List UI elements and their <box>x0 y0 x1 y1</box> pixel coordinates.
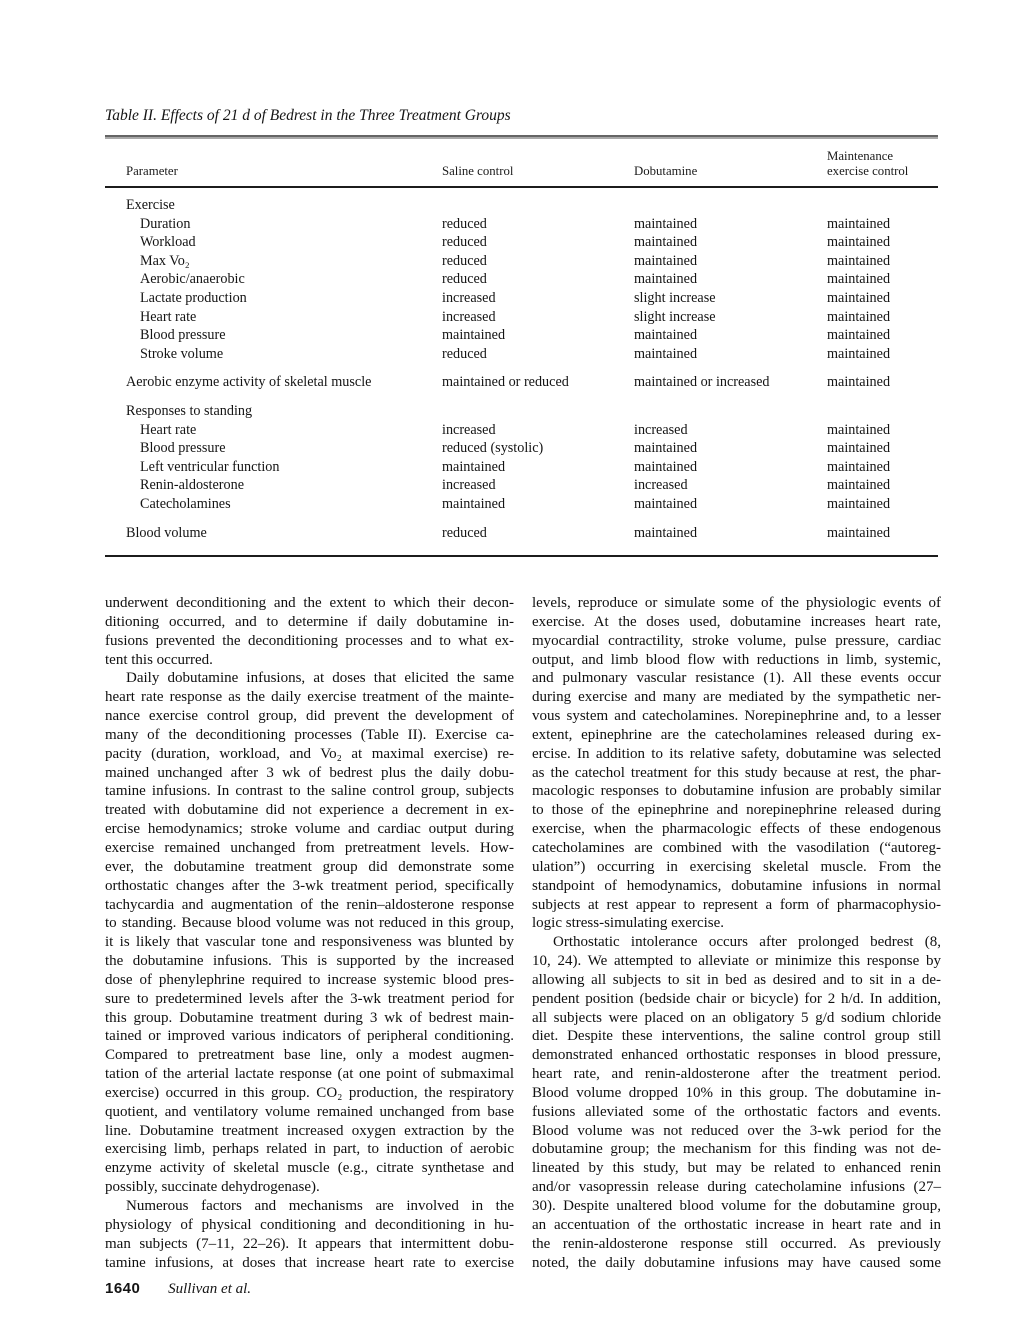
table-row <box>105 476 938 495</box>
text-line: allowing all subjects to sit in bed as desired and to sit in a de- <box>532 971 941 988</box>
text-line: to standing. Because blood volume was not reduced in this group, <box>105 915 514 932</box>
text-line: demonstrated enhanced orthostatic responses in blood pressure, <box>532 1047 941 1064</box>
text-line: ditioning occurred, and to determine if daily dobutamine in- <box>105 613 514 630</box>
table-row <box>105 373 938 392</box>
text-line: noted, the daily dobutamine infusions may have caused some <box>532 1254 941 1271</box>
right-column <box>532 594 941 1272</box>
row-label: Blood pressure <box>140 440 226 457</box>
row-label: Renin-aldosterone <box>140 477 245 494</box>
text-line: pendent position (bedside chair or bicycle) for 2 h/d. In addition, <box>532 990 941 1007</box>
table-top-rule <box>105 135 938 139</box>
text-line: fusions prevented the deconditioning processes and to what ex- <box>105 632 514 649</box>
text-line: all subjects were placed on an obligatory 5 g/d sodium chloride <box>532 1009 941 1026</box>
text-line: enzyme activity of skeletal muscle (e.g., citrate synthetase and <box>105 1160 514 1177</box>
body-text <box>105 594 941 1272</box>
text-line: ulation”) occurring in exercising skeletal muscle. From the <box>532 858 941 875</box>
text-line: heart rate response as the daily exercise treatment of the mainte- <box>105 689 514 706</box>
text-line: diet. Despite these interventions, the saline control group still <box>532 1028 941 1045</box>
row-value: maintained <box>827 524 891 541</box>
table-row <box>105 495 938 514</box>
table-row <box>105 439 938 458</box>
text-line: tained or improved various indicators of peripheral conditioning. <box>105 1028 514 1045</box>
text-line: Orthostatic intolerance occurs after prolonged bedrest (8, <box>553 934 941 951</box>
text-line: during exercise and many are mediated by the sympathetic ner- <box>532 689 941 706</box>
row-label: Stroke volume <box>140 345 224 362</box>
text-line: exercise. At the doses used, dobutamine increases heart rate, <box>532 613 941 630</box>
table-row <box>105 326 938 345</box>
row-value: reduced <box>442 524 487 541</box>
text-line: extent, epinephrine are the catecholamines released during ex- <box>532 726 941 743</box>
table-row <box>105 215 938 234</box>
text-line: myocardial contractility, stroke volume, pulse pressure, cardiac <box>532 632 941 649</box>
row-value: maintained <box>827 252 891 269</box>
text-line: tation of the arterial lactate response (at one point of submaximal <box>105 1066 514 1083</box>
text-line: lineated by this study, but may be related to enhanced renin <box>532 1160 941 1177</box>
row-value: reduced <box>442 215 487 232</box>
row-value: reduced <box>442 271 487 288</box>
text-line: Daily dobutamine infusions, at doses that elicited the same <box>126 670 514 687</box>
text-line: dose of phenylephrine required to increase systemic blood pres- <box>105 971 514 988</box>
column-header: Maintenance exercise control <box>827 149 909 178</box>
row-value: maintained <box>827 234 891 251</box>
row-value: slight increase <box>634 289 716 306</box>
row-label: Responses to standing <box>126 402 253 419</box>
text-line: Numerous factors and mechanisms are involved in the <box>126 1198 514 1214</box>
text-line: line. Dobutamine treatment increased oxygen extraction by the <box>105 1122 514 1139</box>
table-row <box>105 252 938 271</box>
row-label: Aerobic/anaerobic <box>140 271 245 288</box>
text-line: pacity (duration, workload, and Vo₂ at maximal exercise) re- <box>105 745 514 762</box>
row-value: maintained <box>827 477 891 494</box>
text-line: ercise. In addition to its relative safety, dobutamine was selected <box>532 745 941 762</box>
text-line: physiology of physical conditioning and deconditioning in hu- <box>105 1216 514 1233</box>
row-value: maintained <box>634 495 698 512</box>
row-value: maintained <box>827 271 891 288</box>
row-value: maintained <box>634 271 698 288</box>
text-line: and pulmonary vascular resistance (1). All these events occur <box>532 670 941 687</box>
text-line: orthostatic changes after the 3-wk treatment period, specifically <box>105 877 514 894</box>
row-value: reduced (systolic) <box>442 440 544 457</box>
text-line: tamine infusions. In contrast to the saline control group, subjects <box>105 783 514 800</box>
row-value: maintained <box>634 215 698 232</box>
text-line: dobutamine group; the mechanism for this finding was not de- <box>532 1141 941 1158</box>
text-line: man subjects (7–11, 22–26). It appears that intermittent dobu- <box>105 1235 514 1252</box>
row-value: maintained <box>827 495 891 512</box>
text-line: as the catechol treatment for this study because at rest, the phar- <box>532 764 941 781</box>
table-bottom-rule <box>105 555 938 557</box>
table-row <box>105 289 938 308</box>
text-line: underwent deconditioning and the extent to which their decon- <box>105 595 514 611</box>
table-row <box>105 345 938 364</box>
text-line: tent this occurred. <box>105 651 213 668</box>
row-value: maintained <box>827 374 891 391</box>
text-line: standpoint of hemodynamics, dobutamine infusions in normal <box>532 877 941 894</box>
table-row <box>105 270 938 289</box>
table-ii <box>105 107 938 557</box>
text-line: ercise hemodynamics; stroke volume and cardiac output during <box>105 821 514 838</box>
table-row <box>105 308 938 327</box>
table-body <box>105 188 938 555</box>
text-line: fusions alleviated some of the orthostatic factors and events. <box>532 1103 941 1120</box>
row-value: maintained <box>442 327 506 344</box>
text-line: Compared to pretreatment base line, only a modest augmen- <box>105 1047 514 1064</box>
table-row <box>105 421 938 440</box>
row-value: maintained <box>827 215 891 232</box>
text-line: quotient, and ventilatory volume remained unchanged from base <box>105 1103 514 1120</box>
row-label: Left ventricular function <box>140 458 280 475</box>
row-label: Duration <box>140 215 191 232</box>
row-value: increased <box>442 477 496 494</box>
text-line: an accentuation of the orthostatic increase in heart rate and in <box>532 1216 941 1233</box>
row-value: maintained <box>827 327 891 344</box>
text-line: tachycardia and augmentation of the renin–aldosterone response <box>105 896 514 913</box>
table-row <box>105 196 938 215</box>
text-line: exercise, when the pharmacologic effects of these endogenous <box>532 821 941 838</box>
text-line: vous system and catecholamines. Norepinephrine and, to a lesser <box>532 708 941 725</box>
text-line: and/or vasopressin release during catecholamine infusions (27– <box>532 1179 941 1196</box>
column-header: Dobutamine <box>634 164 698 178</box>
row-value: maintained <box>442 458 506 475</box>
row-value: increased <box>634 421 688 438</box>
row-value: maintained <box>634 345 698 362</box>
row-label: Workload <box>140 234 196 251</box>
row-label: Lactate production <box>140 289 247 306</box>
text-line: macologic responses to dobutamine infusion are probably similar <box>532 783 941 800</box>
text-line: heart rate, and renin-aldosterone after the treatment period. <box>532 1066 941 1083</box>
table-title: Table II. Effects of 21 d of Bedrest in the Three Treatment Groups <box>105 107 511 124</box>
row-value: increased <box>634 477 688 494</box>
row-value: maintained <box>827 440 891 457</box>
row-value: maintained <box>634 234 698 251</box>
row-value: slight increase <box>634 308 716 325</box>
row-label: Blood volume <box>126 524 207 541</box>
text-line: Blood volume was not reduced over the 3-wk period for the <box>532 1122 941 1139</box>
row-label: Aerobic enzyme activity of skeletal muscle <box>126 374 372 391</box>
row-value: reduced <box>442 345 487 362</box>
table-row <box>105 402 938 421</box>
text-line: output, and limb blood flow with reductions in limb, systemic, <box>532 651 941 668</box>
row-value: maintained <box>442 495 506 512</box>
left-column <box>105 594 514 1272</box>
table-row <box>105 458 938 477</box>
table-header-row <box>105 139 938 186</box>
text-line: exercise) occurred in this group. CO₂ production, the respiratory <box>105 1084 514 1101</box>
row-value: reduced <box>442 252 487 269</box>
text-line: logic stress-simulating exercise. <box>532 915 725 932</box>
row-value: maintained <box>634 458 698 475</box>
table-row <box>105 233 938 252</box>
text-line: tamine infusions, at doses that increase heart rate to exercise <box>105 1254 514 1271</box>
row-value: reduced <box>442 234 487 251</box>
row-value: maintained <box>634 524 698 541</box>
column-header: Saline control <box>442 164 514 178</box>
text-line: Blood volume dropped 10% in this group. The dobutamine in- <box>532 1084 941 1101</box>
text-line: levels, reproduce or simulate some of the physiologic events of <box>532 595 941 611</box>
text-line: many of the deconditioning processes (Table II). Exercise ca- <box>105 726 514 743</box>
text-line: to those of the epinephrine and norepinephrine released during <box>532 802 941 819</box>
text-line: this group. Dobutamine treatment during 3 wk of bedrest main- <box>105 1009 514 1026</box>
row-label: Blood pressure <box>140 327 226 344</box>
row-value: maintained <box>634 440 698 457</box>
text-line: catecholamines are combined with the vasodilation (“autoreg- <box>532 839 941 856</box>
text-line: the dobutamine infusions. This is supported by the increased <box>105 953 514 970</box>
row-label: Max Vo₂ <box>140 252 190 269</box>
text-line: mained unchanged after 3 wk of bedrest plus the daily dobu- <box>105 764 514 781</box>
row-value: increased <box>442 308 496 325</box>
row-value: maintained <box>634 327 698 344</box>
row-label: Heart rate <box>140 421 197 438</box>
row-value: maintained or reduced <box>442 374 569 391</box>
row-value: maintained or increased <box>634 374 770 391</box>
row-value: maintained <box>827 345 891 362</box>
running-authors: Sullivan et al. <box>168 1281 252 1297</box>
table-row <box>105 524 938 543</box>
text-line: exercising limb, perhaps related in part, to induction of aerobic <box>105 1141 514 1158</box>
page-number: 1640 <box>105 1280 141 1297</box>
text-line: 30). Despite unaltered blood volume for the dobutamine group, <box>532 1198 941 1214</box>
row-value: maintained <box>827 421 891 438</box>
text-line: nance exercise control group, did prevent the development of <box>105 708 514 725</box>
text-line: exercise remained unchanged from pretreatment levels. How- <box>105 839 514 856</box>
text-line: subjects at rest appear to represent a form of pharmacophysio- <box>532 896 941 913</box>
row-value: maintained <box>827 458 891 475</box>
row-label: Exercise <box>126 197 175 213</box>
row-value: increased <box>442 289 496 306</box>
row-value: maintained <box>827 308 891 325</box>
row-label: Heart rate <box>140 308 197 325</box>
row-value: maintained <box>827 289 891 306</box>
page-footer <box>105 1280 251 1298</box>
column-header: Parameter <box>126 164 178 178</box>
text-line: sure to predetermined levels after the 3-wk treatment period for <box>105 990 514 1007</box>
text-line: treated with dobutamine did not experience a decrement in ex- <box>105 802 514 819</box>
row-value: maintained <box>634 252 698 269</box>
text-line: the renin-aldosterone response still occurred. As previously <box>532 1235 941 1252</box>
row-label: Catecholamines <box>140 495 231 512</box>
text-line: 10, 24). We attempted to alleviate or minimize this response by <box>532 953 941 970</box>
text-line: it is likely that vascular tone and responsiveness was blunted by <box>105 934 514 951</box>
text-line: ever, the dobutamine treatment group did demonstrate some <box>105 858 514 875</box>
text-line: possibly, succinate dehydrogenase). <box>105 1179 320 1196</box>
row-value: increased <box>442 421 496 438</box>
